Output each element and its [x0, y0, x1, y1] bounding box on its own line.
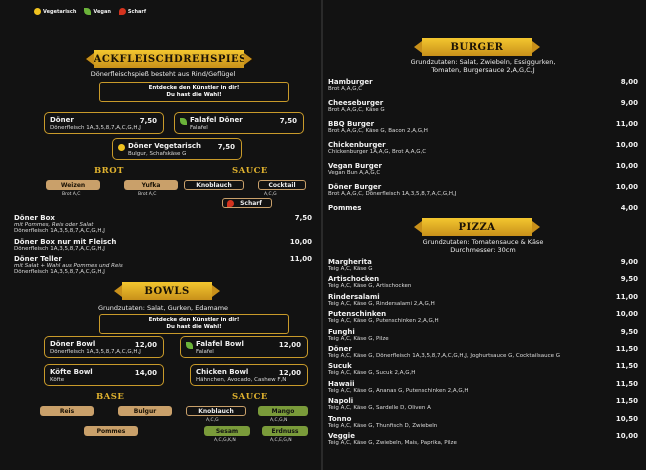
burger-item[interactable] — [328, 204, 638, 212]
doener-banner: HACKFLEISCHDREHSPIESS — [94, 50, 244, 68]
pizza-item-price: 11,50 — [615, 362, 638, 371]
burger-item-price: 11,00 — [615, 120, 638, 128]
pizza-item-ingredients: Teig A,C, Käse G, Putenschinken 2,A,G,H — [328, 318, 439, 325]
burger-banner: BURGER — [422, 38, 532, 56]
bowl-sauce-option-knoblauch[interactable]: Knoblauch — [186, 406, 246, 416]
menu-item-chicken-bowl[interactable]: Chicken Bowl Hähnchen, Avocado, Cashew F,N 12,00 — [190, 364, 308, 386]
right-column — [328, 8, 638, 464]
legend-vegan: Vegan — [93, 8, 111, 15]
pizza-item-name: Margherita — [328, 258, 372, 266]
pizza-item[interactable] — [328, 275, 638, 289]
menu-item-doener-vegetarisch[interactable]: Döner Vegetarisch Bulgur, Schafskäse G 7,50 — [112, 138, 242, 160]
vegan-leaf-icon — [84, 8, 91, 15]
burger-item-ingredients: Brot A,A,G,C — [328, 86, 363, 92]
burger-item[interactable] — [328, 183, 638, 197]
brot-sub-yufka: Brot A,C — [138, 192, 157, 197]
pizza-subtitle: Grundzutaten: Tomatensauce & Käse Durchmesser: 30cm — [422, 238, 544, 254]
pizza-item-ingredients: Teig A,C, Käse G, Pilze — [328, 335, 389, 342]
bowl-sauce-option-sesam[interactable]: Sesam — [204, 426, 250, 436]
base-option-pommes[interactable]: Pommes — [84, 426, 138, 436]
pizza-item-ingredients: Teig A,C, Käse G, Artischocken — [328, 283, 412, 290]
pizza-item-price: 9,00 — [620, 258, 638, 266]
pizza-item[interactable] — [328, 380, 638, 394]
pizza-item-name: Artischocken — [328, 275, 380, 284]
brot-option-yufka[interactable]: Yufka — [124, 180, 178, 190]
pizza-item-name: Hawaii — [328, 379, 355, 388]
pizza-item-ingredients: Teig A,C, Käse G, Thunfisch D, Zwiebeln — [328, 422, 438, 429]
vegetarian-icon — [118, 144, 125, 151]
pizza-item-price: 11,00 — [615, 292, 638, 301]
base-title: BASE — [96, 392, 125, 402]
pizza-item-price: 10,00 — [615, 432, 638, 440]
menu-item-doener-box[interactable]: Döner Box mit Pommes, Reis oder Salat Dönerfleisch 1A,3,5,8,7,A,C,G,H,J 7,50 — [14, 214, 312, 234]
burger-item-name: Cheeseburger — [328, 99, 384, 107]
bowls-sauce-title: SAUCE — [232, 392, 268, 402]
burger-item-price: 8,00 — [620, 78, 638, 86]
pizza-item-ingredients: Teig A,C, Käse G, Zwiebeln, Mais, Paprika, Pilze — [328, 440, 457, 446]
burger-item-ingredients: Brot A,A,G,C, Käse G, Bacon 2,A,G,H — [328, 128, 428, 134]
burger-item-price: 9,00 — [620, 99, 638, 107]
burger-item[interactable] — [328, 120, 638, 134]
page-fold — [321, 0, 323, 470]
burger-item[interactable] — [328, 141, 638, 155]
bowl-sauce-sub-erdnuss: A,C,E,G,N — [270, 438, 292, 443]
vegetarian-icon — [34, 8, 41, 15]
brot-title: BROT — [94, 166, 124, 176]
pizza-item[interactable] — [328, 397, 638, 411]
pizza-item[interactable] — [328, 345, 638, 359]
burger-item-ingredients: Brot A,A,G,C, Dönerfleisch 1A,3,5,8,7,A,C,G,H,J — [328, 191, 457, 197]
pizza-item-name: Napoli — [328, 397, 354, 406]
burger-item-price: 10,00 — [615, 162, 638, 170]
pizza-banner: PIZZA — [422, 218, 532, 236]
pizza-item-price: 10,00 — [615, 310, 638, 319]
burger-item-name: Hamburger — [328, 78, 373, 86]
pizza-item-name: Veggie — [328, 432, 355, 440]
legend-hot: Scharf — [127, 8, 147, 15]
legend — [34, 8, 146, 15]
burger-item-price: 4,00 — [620, 204, 638, 212]
vegan-leaf-icon — [186, 342, 193, 349]
pizza-item[interactable] — [328, 432, 638, 446]
pizza-item-ingredients: Teig A,C, Käse G, Rindersalami 2,A,G,H — [328, 300, 435, 307]
burger-item-name: Chickenburger — [328, 141, 386, 149]
pizza-item-name: Sucuk — [328, 362, 352, 371]
burger-item-name: Vegan Burger — [328, 162, 382, 170]
doener-subtitle: Dönerfleischspieß besteht aus Rind/Geflügel — [90, 70, 236, 78]
chili-icon — [227, 200, 234, 207]
bowls-subtitle: Grundzutaten: Salat, Gurken, Edamame — [97, 304, 229, 312]
pizza-item[interactable] — [328, 362, 638, 376]
pizza-item-price: 9,50 — [620, 275, 638, 284]
pizza-item[interactable] — [328, 293, 638, 307]
menu-item-doener[interactable]: Döner Dönerfleisch 1A,3,5,8,7,A,C,G,H,J 7,50 — [44, 112, 164, 134]
doener-notice: Entdecke den Künstler in dir! Du hast die Wahl! — [99, 82, 289, 102]
pizza-item-name: Tonno — [328, 414, 352, 423]
pizza-item-name: Putenschinken — [328, 310, 387, 319]
base-option-bulgur[interactable]: Bulgur — [118, 406, 172, 416]
pizza-item-name: Döner — [328, 345, 352, 353]
pizza-item[interactable] — [328, 415, 638, 429]
pizza-item[interactable] — [328, 258, 638, 272]
menu-item-doener-bowl[interactable]: Döner Bowl Dönerfleisch 1A,3,5,8,7,A,C,G,H,J 12,00 — [44, 336, 164, 358]
pizza-item-ingredients: Teig A,C, Käse G, Sucuk 2,A,G,H — [328, 370, 416, 377]
burger-item-ingredients: Chickenburger 1A,A,G, Brot A,A,G,C — [328, 149, 427, 155]
menu-item-doener-box-fleisch[interactable]: Döner Box nur mit Fleisch Dönerfleisch 1A,3,5,8,7,A,C,G,H,J 10,00 — [14, 238, 312, 252]
sauce-option-scharf[interactable]: Scharf — [222, 198, 272, 208]
pizza-item-ingredients: Teig A,C, Käse G, Sardelle D, Oliven A — [328, 405, 431, 412]
burger-item-name: Pommes — [328, 204, 362, 212]
pizza-item-price: 11,50 — [615, 397, 638, 406]
pizza-item-ingredients: Teig A,C, Käse G — [328, 266, 373, 272]
bowl-sauce-option-erdnuss[interactable]: Erdnuss — [262, 426, 308, 436]
burger-subtitle: Grundzutaten: Salat, Zwiebeln, Essiggurken, Tomaten, Burgersauce 2,A,G,C,J — [410, 58, 556, 74]
pizza-item-name: Funghi — [328, 327, 355, 336]
pizza-item-price: 11,50 — [615, 379, 638, 388]
pizza-item-price: 10,50 — [615, 414, 638, 423]
pizza-item-name: Rindersalami — [328, 292, 380, 301]
pizza-item[interactable] — [328, 328, 638, 342]
burger-item[interactable] — [328, 78, 638, 92]
menu-item-falafel-bowl[interactable]: Falafel Bowl Falafel 12,00 — [180, 336, 308, 358]
burger-item-name: Döner Burger — [328, 183, 382, 191]
bowls-notice: Entdecke den Künstler in dir! Du hast die Wahl! — [99, 314, 289, 334]
burger-item[interactable] — [328, 99, 638, 113]
bowl-sauce-option-mango[interactable]: Mango — [258, 406, 308, 416]
sauce-option-cocktail[interactable]: Cocktail — [258, 180, 306, 190]
sauce-sub-cocktail: A,C,G — [264, 192, 277, 197]
brot-option-weizen[interactable]: Weizen — [46, 180, 100, 190]
pizza-item[interactable] — [328, 310, 638, 324]
chili-icon — [119, 8, 126, 15]
pizza-item-price: 9,50 — [620, 327, 638, 336]
pizza-item-price: 11,50 — [615, 345, 638, 353]
base-option-reis[interactable]: Reis — [40, 406, 94, 416]
legend-vegetarian: Vegetarisch — [43, 8, 77, 15]
burger-item-ingredients: Brot A,A,G,C, Käse G — [328, 107, 385, 113]
burger-item-ingredients: Vegan Bun A,A,G,C — [328, 170, 381, 176]
left-column — [14, 8, 312, 464]
burger-item-name: BBQ Burger — [328, 120, 375, 128]
burger-item-price: 10,00 — [615, 141, 638, 149]
burger-item[interactable] — [328, 162, 638, 176]
bowls-banner: BOWLS — [122, 282, 212, 300]
menu-item-doener-teller[interactable]: Döner Teller mit Salat + Wahl aus Pommes und Reis Dönerfleisch 1A,3,5,8,7,A,C,G,H,J 11,00 — [14, 255, 312, 275]
bowl-sauce-sub-mango: A,C,G,N — [270, 418, 288, 423]
vegan-leaf-icon — [180, 118, 187, 125]
menu-item-koefte-bowl[interactable]: Köfte Bowl Köfte 14,00 — [44, 364, 164, 386]
brot-sub-weizen: Brot A,C — [62, 192, 81, 197]
pizza-item-ingredients: Teig A,C, Käse G, Ananas G, Putenschinken 2,A,G,H — [328, 387, 469, 394]
sauce-title: SAUCE — [232, 166, 268, 176]
sauce-option-knoblauch[interactable]: Knoblauch — [184, 180, 244, 190]
bowl-sauce-sub-sesam: A,C,G,K,N — [214, 438, 236, 443]
bowl-sauce-sub-knoblauch: A,C,G — [206, 418, 219, 423]
burger-item-price: 10,00 — [615, 183, 638, 191]
pizza-item-ingredients: Teig A,C, Käse G, Dönerfleisch 1A,3,5,8,7,A,C,G,H,J, Joghurtsauce G, Cocktailsauce G — [328, 353, 561, 359]
menu-item-falafel-doener[interactable]: Falafel Döner Falafel 7,50 — [174, 112, 304, 134]
